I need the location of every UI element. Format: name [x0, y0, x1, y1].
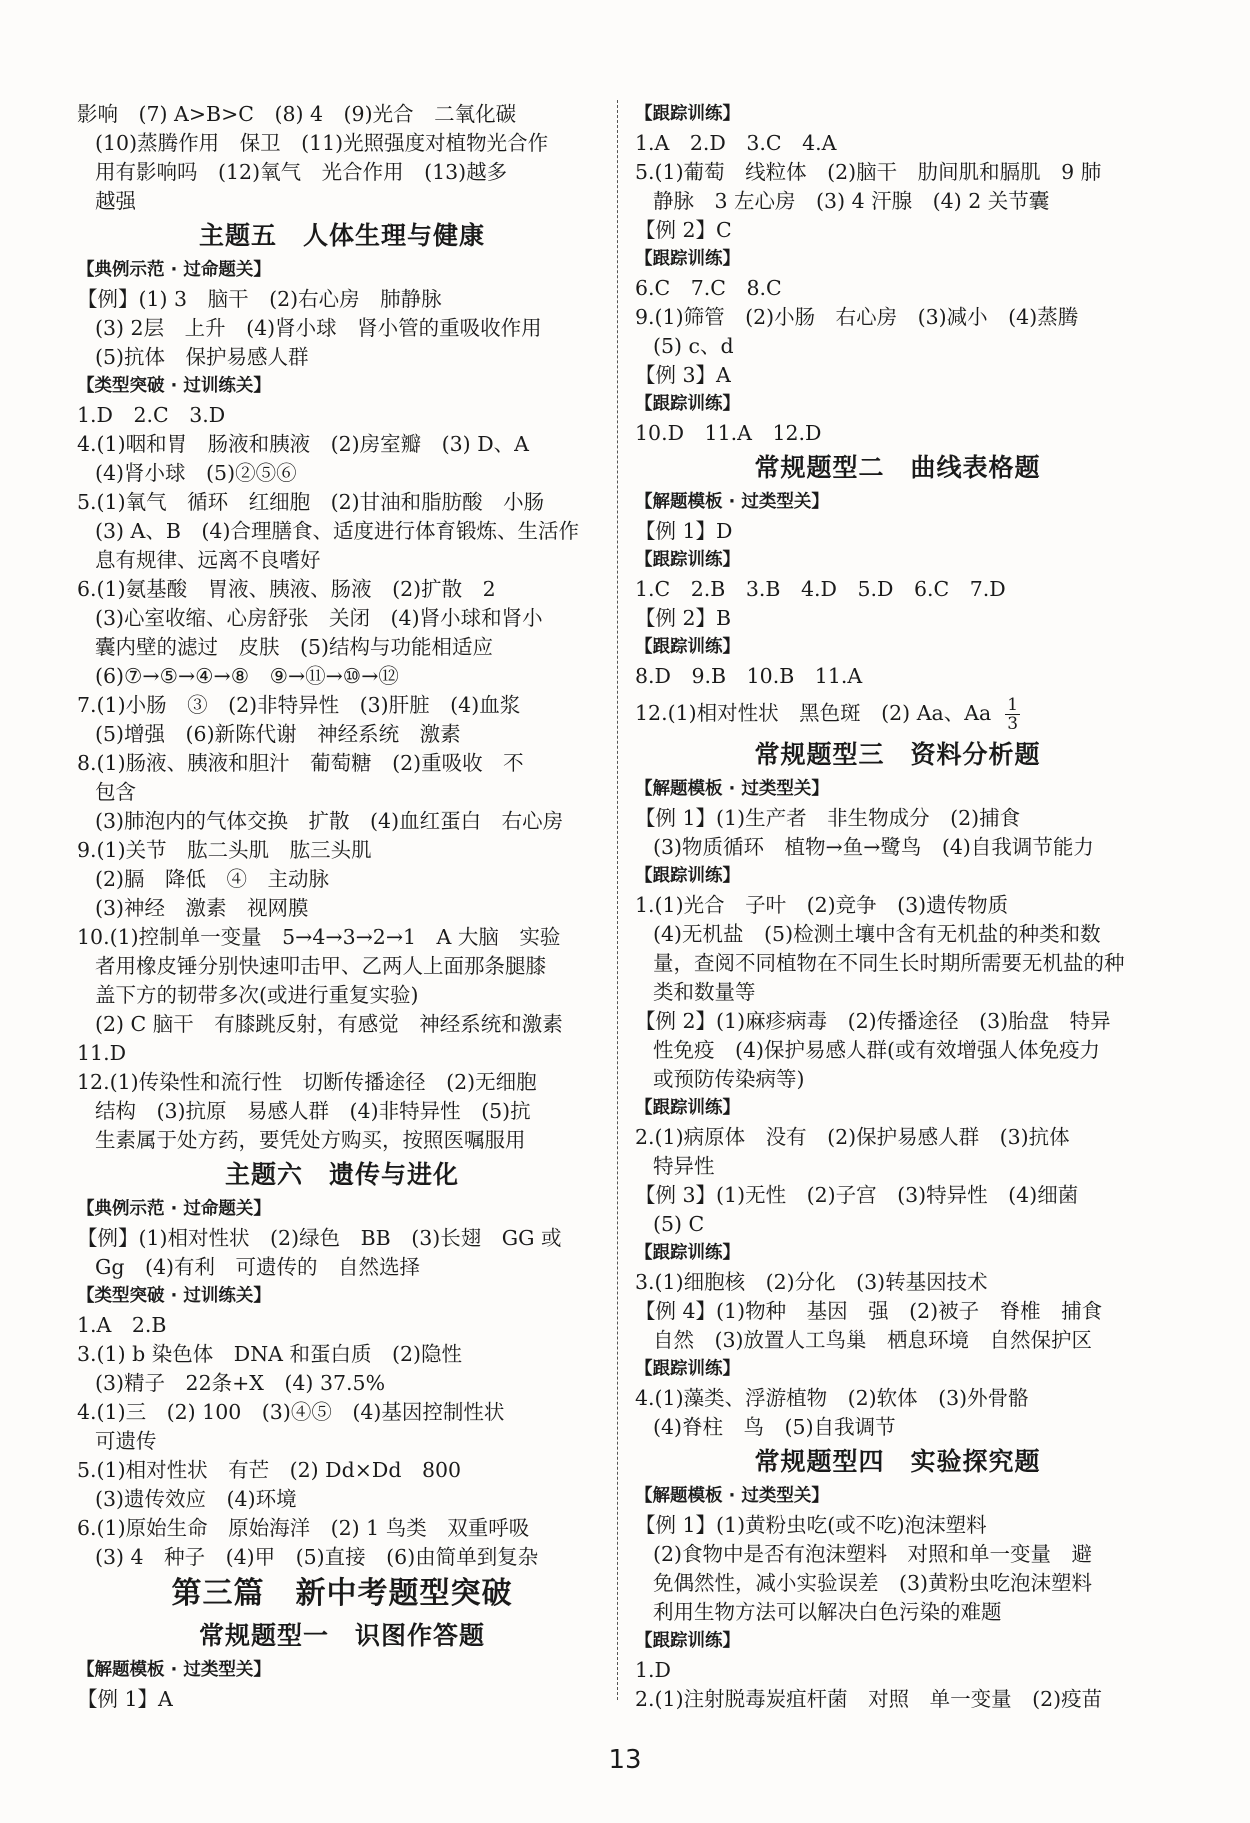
section-heading: 第三篇 新中考题型突破 [171, 1576, 513, 1611]
answer-line: 越强 [95, 189, 136, 213]
answer-line: 【例】(1)相对性状 (2)绿色 BB (3)长翅 GG 或 [77, 1226, 562, 1250]
answer-line: 【例 1】A [77, 1687, 173, 1711]
right-column [635, 100, 1160, 1714]
answer-line: 【例 2】C [635, 218, 732, 242]
answer-line: 1.D [635, 1658, 671, 1682]
answer-line: 1.C 2.B 3.B 4.D 5.D 6.C 7.D [635, 577, 1006, 601]
answer-line: 生素属于处方药，要凭处方购买，按照医嘱服用 [95, 1128, 526, 1152]
section-tag: 【跟踪训练】 [635, 1098, 740, 1118]
left-column [77, 100, 607, 1714]
answer-line: (5) C [653, 1212, 705, 1236]
answer-line: 4.(1)三 (2) 100 (3)④⑤ (4)基因控制性状 [77, 1400, 505, 1424]
answer-line: 4.(1)藻类、浮游植物 (2)软体 (3)外骨骼 [635, 1386, 1029, 1410]
answer-line: 8.D 9.B 10.B 11.A [635, 664, 863, 688]
answer-line: (3)遗传效应 (4)环境 [95, 1487, 297, 1511]
answer-line: (3)物质循环 植物→鱼→鹭鸟 (4)自我调节能力 [653, 835, 1094, 859]
answer-line: 息有规律、远离不良嗜好 [95, 548, 321, 572]
answer-line: 3.(1) b 染色体 DNA 和蛋白质 (2)隐性 [77, 1342, 462, 1366]
section-tag: 【跟踪训练】 [635, 637, 740, 657]
answer-line: (2) C 脑干 有膝跳反射，有感觉 神经系统和激素 [95, 1012, 563, 1036]
answer-line: 囊内壁的滤过 皮肤 (5)结构与功能相适应 [95, 635, 494, 659]
section-tag: 【解题模板 · 过类型关】 [635, 492, 829, 512]
section-heading: 常规题型一 识图作答题 [198, 1621, 485, 1650]
section-tag: 【解题模板 · 过类型关】 [77, 1660, 271, 1680]
answer-line: 【例】(1) 3 脑干 (2)右心房 肺静脉 [77, 287, 442, 311]
answer-line: (2)食物中是否有泡沫塑料 对照和单一变量 避 [653, 1542, 1093, 1566]
answer-line: (4)肾小球 (5)②⑤⑥ [95, 461, 297, 485]
section-tag: 【解题模板 · 过类型关】 [635, 1486, 829, 1506]
section-tag: 【解题模板 · 过类型关】 [635, 779, 829, 799]
answer-line: (3) 4 种子 (4)甲 (5)直接 (6)由简单到复杂 [95, 1545, 539, 1569]
section-heading: 常规题型二 曲线表格题 [754, 453, 1041, 482]
section-tag: 【跟踪训练】 [635, 249, 740, 269]
answer-line: 9.(1)筛管 (2)小肠 右心房 (3)减小 (4)蒸腾 [635, 305, 1079, 329]
answer-line: 6.C 7.C 8.C [635, 276, 782, 300]
answer-line: 量，查阅不同植物在不同生长时期所需要无机盐的种 [653, 951, 1125, 975]
answer-line: (3)肺泡内的气体交换 扩散 (4)血红蛋白 右心房 [95, 809, 564, 833]
answer-line: 【例 3】A [635, 363, 731, 387]
section-tag: 【类型突破 · 过训练关】 [77, 1286, 271, 1306]
answer-line: 8.(1)肠液、胰液和胆汁 葡萄糖 (2)重吸收 不 [77, 751, 524, 775]
answer-line: Gg (4)有利 可遗传的 自然选择 [95, 1255, 421, 1279]
answer-line: (3)精子 22条+X (4) 37.5% [95, 1371, 386, 1395]
answer-line: 利用生物方法可以解决白色污染的难题 [653, 1600, 1002, 1624]
answer-line: 【例 4】(1)物种 基因 强 (2)被子 脊椎 捕食 [635, 1299, 1103, 1323]
section-tag: 【类型突破 · 过训练关】 [77, 376, 271, 396]
answer-line: 【例 3】(1)无性 (2)子宫 (3)特异性 (4)细菌 [635, 1183, 1079, 1207]
answer-line: 或预防传染病等) [653, 1067, 805, 1091]
answer-line: 结构 (3)抗原 易感人群 (4)非特异性 (5)抗 [95, 1099, 531, 1123]
section-tag: 【跟踪训练】 [635, 1631, 740, 1651]
answer-line: 【例 1】(1)黄粉虫吃(或不吃)泡沫塑料 [635, 1513, 987, 1537]
answer-line: (10)蒸腾作用 保卫 (11)光照强度对植物光合作 [95, 131, 549, 155]
answer-line: 自然 (3)放置人工鸟巢 栖息环境 自然保护区 [653, 1328, 1093, 1352]
answer-line: 【例 2】(1)麻疹病毒 (2)传播途径 (3)胎盘 特异 [635, 1009, 1111, 1033]
answer-line: 【例 1】(1)生产者 非生物成分 (2)捕食 [635, 806, 1021, 830]
answer-line: 12.(1)传染性和流行性 切断传播途径 (2)无细胞 [77, 1070, 537, 1094]
answer-line: 10.(1)控制单一变量 5→4→3→2→1 A 大脑 实验 [77, 925, 561, 949]
section-tag: 【跟踪训练】 [635, 394, 740, 414]
section-heading: 主题六 遗传与进化 [224, 1160, 459, 1189]
column-divider [617, 100, 618, 1700]
section-tag: 【跟踪训练】 [635, 104, 740, 124]
section-heading: 主题五 人体生理与健康 [198, 221, 485, 250]
answer-line: (6)⑦→⑤→④→⑧ ⑨→⑪→⑩→⑫ [95, 664, 399, 688]
answer-line: (5)抗体 保护易感人群 [95, 345, 309, 369]
answer-line: 免偶然性，减小实验误差 (3)黄粉虫吃泡沫塑料 [653, 1571, 1093, 1595]
fraction [1005, 696, 1020, 733]
answer-line: 可遗传 [95, 1429, 157, 1453]
section-tag: 【跟踪训练】 [635, 866, 740, 886]
answer-line: 3.(1)细胞核 (2)分化 (3)转基因技术 [635, 1270, 988, 1294]
answer-line: 影响 (7) A>B>C (8) 4 (9)光合 二氧化碳 [77, 102, 517, 126]
answer-line: 【例 1】D [635, 519, 733, 543]
answer-line: 性免疫 (4)保护易感人群(或有效增强人体免疫力 [653, 1038, 1101, 1062]
answer-line: (4)脊柱 鸟 (5)自我调节 [653, 1415, 896, 1439]
answer-line: 10.D 11.A 12.D [635, 421, 822, 445]
answer-line: 9.(1)关节 肱二头肌 肱三头肌 [77, 838, 372, 862]
answer-line: (3) A、B (4)合理膳食、适度进行体育锻炼、生活作 [95, 519, 579, 543]
answer-line: 【例 2】B [635, 606, 732, 630]
section-heading: 常规题型三 资料分析题 [754, 740, 1041, 769]
answer-line: (4)无机盐 (5)检测土壤中含有无机盐的种类和数 [653, 922, 1101, 946]
fraction-numerator: 1 [1007, 695, 1019, 715]
answer-text: 12.(1)相对性状 黑色斑 (2) Aa、Aa [635, 701, 992, 725]
section-tag: 【跟踪训练】 [635, 1243, 740, 1263]
answer-line: 2.(1)注射脱毒炭疽杆菌 对照 单一变量 (2)疫苗 [635, 1687, 1103, 1711]
answer-line: 1.A 2.D 3.C 4.A [635, 131, 837, 155]
answer-line: (3) 2层 上升 (4)肾小球 肾小管的重吸收作用 [95, 316, 542, 340]
section-tag: 【跟踪训练】 [635, 550, 740, 570]
section-tag: 【跟踪训练】 [635, 1359, 740, 1379]
fraction-denominator: 3 [1007, 714, 1019, 734]
answer-line: 盖下方的韧带多次(或进行重复实验) [95, 983, 419, 1007]
answer-line: 特异性 [653, 1154, 715, 1178]
answer-line: 6.(1)氨基酸 胃液、胰液、肠液 (2)扩散 2 [77, 577, 496, 601]
answer-line: 包含 [95, 780, 136, 804]
answer-line: (5) c、d [653, 334, 734, 358]
answer-line: 4.(1)咽和胃 肠液和胰液 (2)房室瓣 (3) D、A [77, 432, 529, 456]
section-tag: 【典例示范 · 过命题关】 [77, 1199, 271, 1219]
answer-line: 者用橡皮锤分别快速叩击甲、乙两人上面那条腿膝 [95, 954, 546, 978]
page-number: 13 [608, 1745, 642, 1775]
answer-line: 静脉 3 左心房 (3) 4 汗腺 (4) 2 关节囊 [653, 189, 1050, 213]
section-heading: 常规题型四 实验探究题 [754, 1447, 1041, 1476]
answer-line: (2)膈 降低 ④ 主动脉 [95, 867, 330, 891]
answer-line: 7.(1)小肠 ③ (2)非特异性 (3)肝脏 (4)血浆 [77, 693, 521, 717]
answer-line: (3)神经 激素 视网膜 [95, 896, 309, 920]
answer-line: 1.A 2.B [77, 1313, 167, 1337]
section-tag: 【典例示范 · 过命题关】 [77, 260, 271, 280]
answer-line: 用有影响吗 (12)氧气 光合作用 (13)越多 [95, 160, 508, 184]
answer-line: 类和数量等 [653, 980, 756, 1004]
answer-line: (3)心室收缩、心房舒张 关闭 (4)肾小球和肾小 [95, 606, 543, 630]
answer-line: 11.D [77, 1041, 127, 1065]
answer-line: (5)增强 (6)新陈代谢 神经系统 激素 [95, 722, 461, 746]
answer-line: 5.(1)氧气 循环 红细胞 (2)甘油和脂肪酸 小肠 [77, 490, 545, 514]
answer-line: 1.D 2.C 3.D [77, 403, 226, 427]
answer-line: 2.(1)病原体 没有 (2)保护易感人群 (3)抗体 [635, 1125, 1070, 1149]
answer-line: 5.(1)相对性状 有芒 (2) Dd×Dd 800 [77, 1458, 462, 1482]
answer-line: 5.(1)葡萄 线粒体 (2)脑干 肋间肌和膈肌 9 肺 [635, 160, 1102, 184]
answer-line: 6.(1)原始生命 原始海洋 (2) 1 鸟类 双重呼吸 [77, 1516, 530, 1540]
answer-line: 1.(1)光合 子叶 (2)竞争 (3)遗传物质 [635, 893, 1009, 917]
answer-line-fraction [635, 691, 1160, 735]
